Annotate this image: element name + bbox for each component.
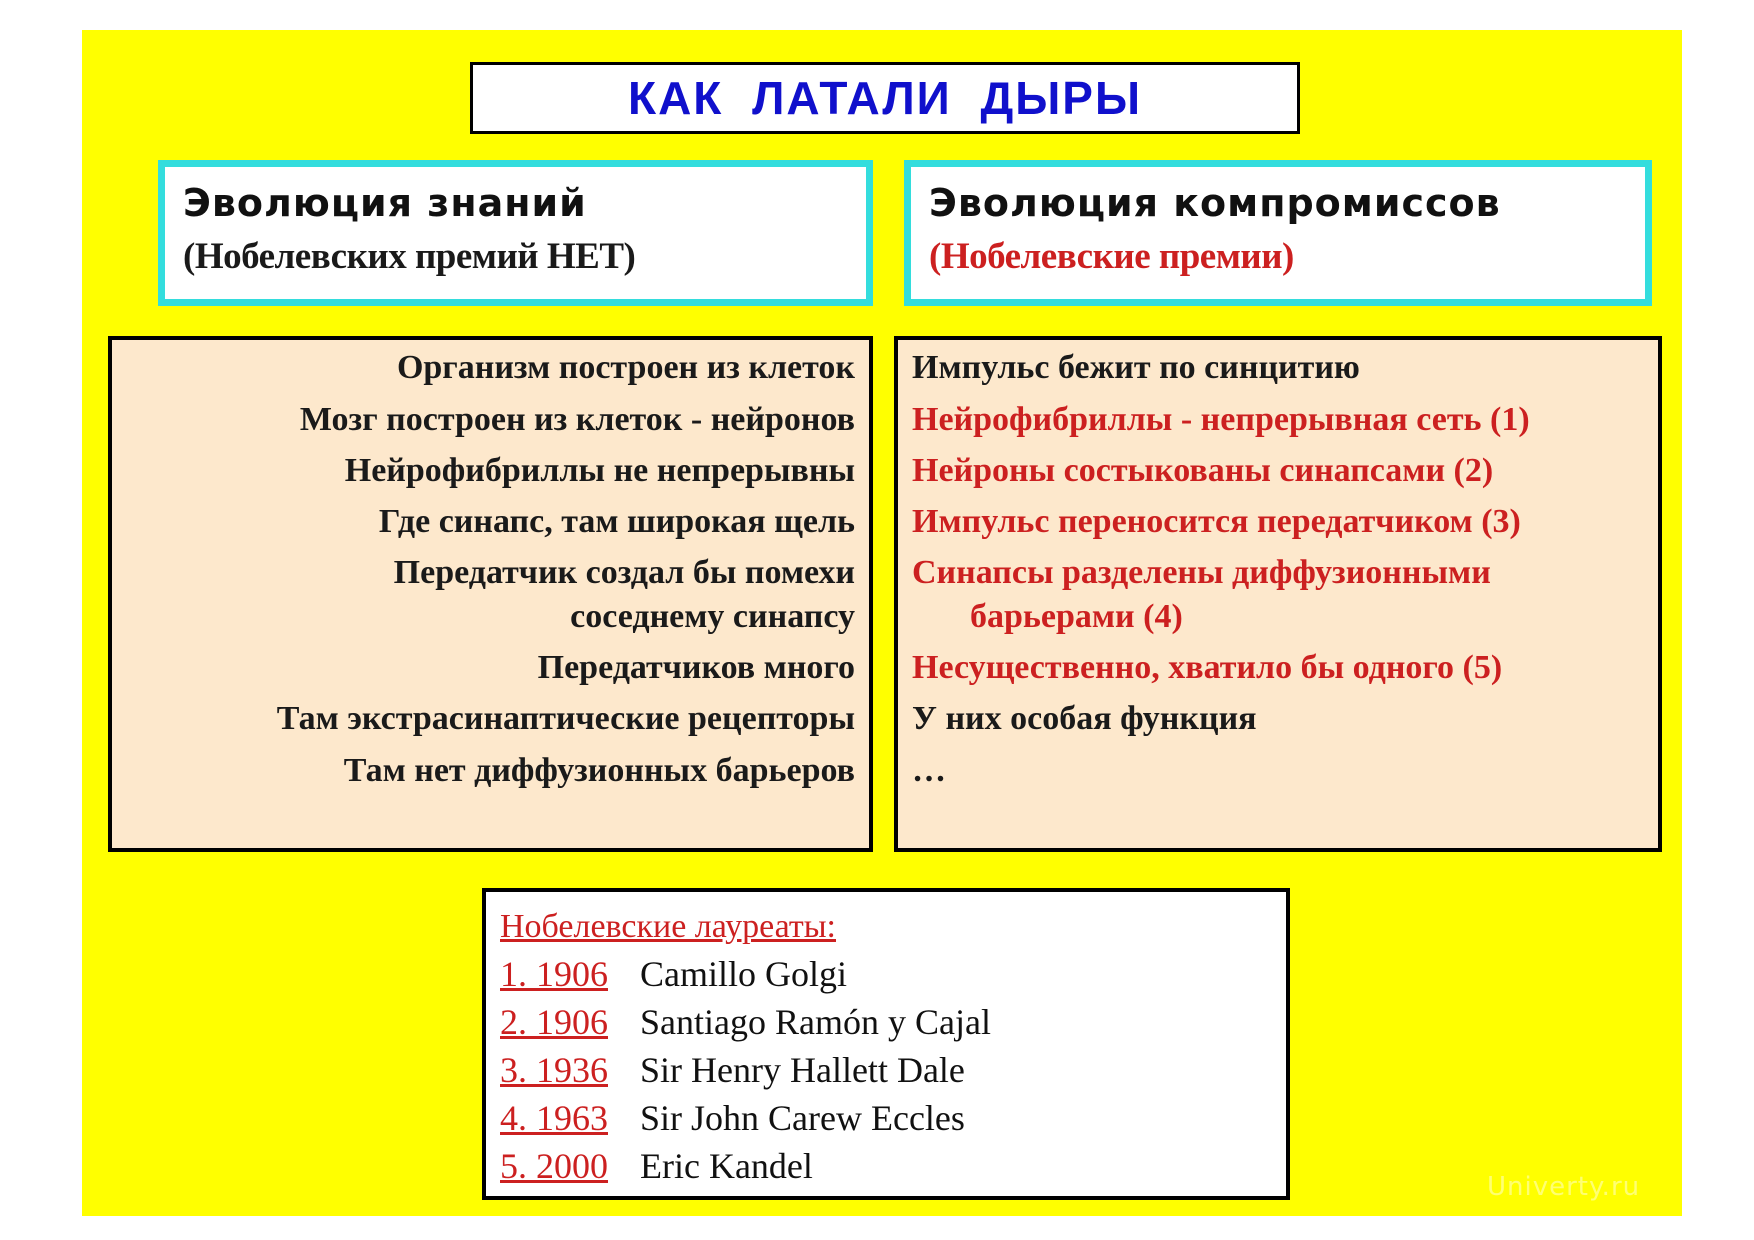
title-box (470, 62, 1300, 134)
list-item: Мозг построен из клеток - нейронов (299, 401, 855, 438)
laureate-row (500, 998, 1286, 1046)
left-header-subtitle: (Нобелевских премий НЕТ) (183, 236, 636, 277)
laureate-number: 1. 1906 (500, 954, 608, 994)
laureate-number: 3. 1936 (500, 1050, 608, 1090)
laureates-box (482, 888, 1290, 1200)
slide-title: КАК ЛАТАЛИ ДЫРЫ (628, 72, 1142, 124)
left-column-header (158, 160, 873, 306)
laureate-row (500, 1046, 1286, 1094)
laureate-number: 2. 1906 (500, 1002, 608, 1042)
slide (82, 30, 1682, 1216)
list-item: Там экстрасинаптические рецепторы (276, 700, 855, 737)
list-item: Импульс переносится передатчиком (3) (912, 503, 1521, 540)
list-item: У них особая функция (912, 700, 1257, 737)
list-item: Импульс бежит по синцитию (912, 349, 1360, 386)
list-item: Нейрофибриллы не непрерывны (344, 452, 855, 489)
laureate-name: Sir John Carew Eccles (640, 1098, 965, 1138)
laureate-row (500, 1094, 1286, 1142)
knowledge-panel (108, 336, 873, 852)
watermark: Univerty.ru (1487, 1172, 1641, 1202)
compromises-panel (894, 336, 1662, 852)
laureate-name: Camillo Golgi (640, 954, 847, 994)
list-item: Передатчиков много (537, 649, 855, 686)
list-item: … (912, 752, 946, 789)
laureate-number: 5. 2000 (500, 1146, 608, 1186)
right-column-header (904, 160, 1652, 306)
laureates-heading: Нобелевские лауреаты: (500, 908, 836, 945)
list-item: Организм построен из клеток (396, 349, 855, 386)
list-item: Где синапс, там широкая щель (378, 503, 855, 540)
list-item: Передатчик создал бы помехи (393, 554, 855, 591)
list-item: барьерами (4) (970, 598, 1183, 635)
laureate-name: Santiago Ramón y Cajal (640, 1002, 991, 1042)
list-item: Там нет диффузионных барьеров (343, 752, 855, 789)
right-header-title: Эволюция компромиссов (929, 181, 1501, 225)
laureate-row (500, 1142, 1286, 1190)
list-item: Нейрофибриллы - непрерывная сеть (1) (912, 401, 1530, 438)
laureate-row (500, 950, 1286, 998)
laureate-name: Eric Kandel (640, 1146, 813, 1186)
left-header-title: Эволюция знаний (183, 181, 587, 225)
list-item: Несущественно, хватило бы одного (5) (912, 649, 1503, 686)
list-item: соседнему синапсу (570, 598, 855, 635)
right-header-subtitle: (Нобелевские премии) (929, 236, 1294, 277)
laureate-number: 4. 1963 (500, 1098, 608, 1138)
list-item: Синапсы разделены диффузионными (912, 554, 1491, 591)
list-item: Нейроны состыкованы синапсами (2) (912, 452, 1494, 489)
laureate-name: Sir Henry Hallett Dale (640, 1050, 965, 1090)
